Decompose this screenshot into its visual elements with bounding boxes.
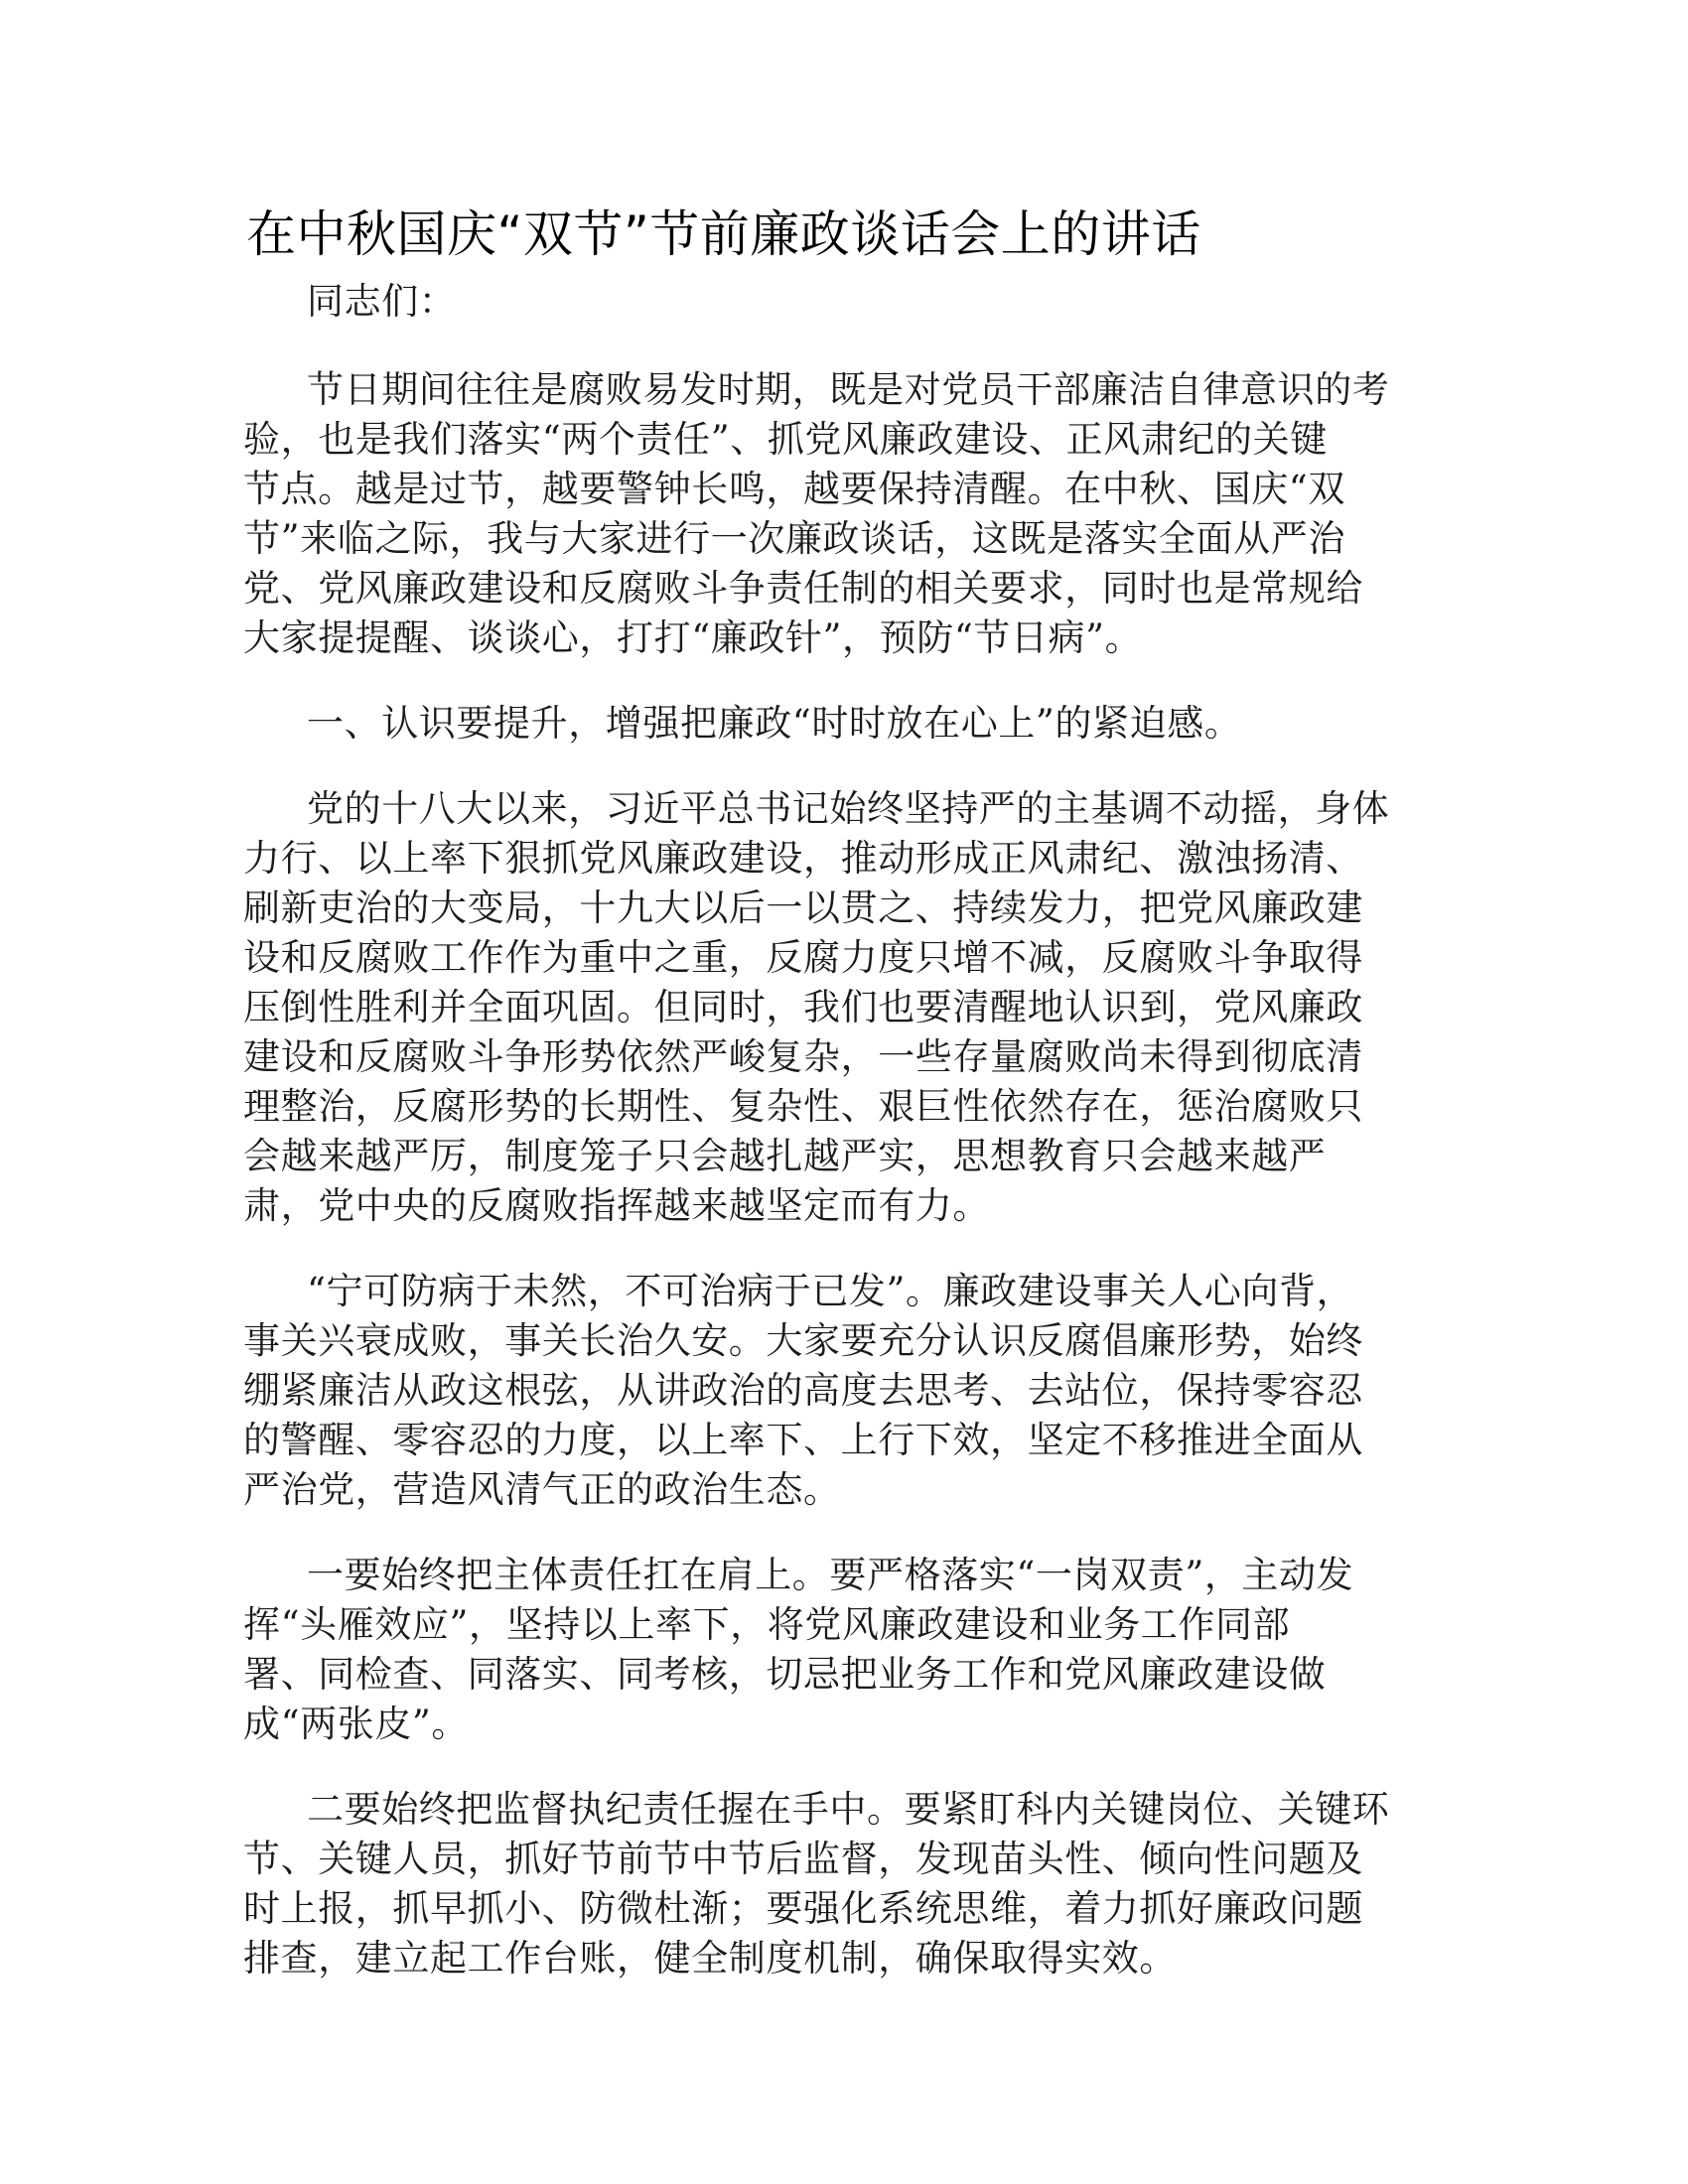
salutation: 同志们： xyxy=(307,280,457,323)
paragraph-line: 二要始终把监督执纪责任握在手中。要紧盯科内关键岗位、关键环 xyxy=(307,1788,1390,1831)
paragraph-line: 事关兴衰成败，事关长治久安。大家要充分认识反腐倡廉形势，始终 xyxy=(243,1319,1363,1362)
paragraph-line: “宁可防病于未然，不可治病于已发”。廉政建设事关人心向背， xyxy=(307,1270,1354,1312)
paragraph-line: 成“两张皮”。 xyxy=(243,1703,470,1745)
paragraph-line: 建设和反腐败斗争形势依然严峻复杂，一些存量腐败尚未得到彻底清 xyxy=(243,1035,1363,1078)
paragraph-line: 党、党风廉政建设和反腐败斗争责任制的相关要求，同时也是常规给 xyxy=(243,567,1363,610)
paragraph-line: 严治党，营造风清气正的政治生态。 xyxy=(243,1468,841,1511)
paragraph-line: 的警醒、零容忍的力度，以上率下、上行下效，坚定不移推进全面从 xyxy=(243,1419,1363,1461)
paragraph-line: 党的十八大以来，习近平总书记始终坚持严的主基调不动摇，身体 xyxy=(307,787,1390,830)
paragraph-line: 时上报，抓早抓小、防微杜渐；要强化系统思维，着力抓好廉政问题 xyxy=(243,1887,1363,1930)
paragraph-line: 刷新吏治的大变局，十九大以后一以贯之、持续发力，把党风廉政建 xyxy=(243,887,1363,929)
paragraph-line: 理整治，反腐形势的长期性、复杂性、艰巨性依然存在，惩治腐败只 xyxy=(243,1085,1363,1128)
paragraph-line: 节”来临之际，我与大家进行一次廉政谈话，这既是落实全面从严治 xyxy=(243,517,1345,560)
paragraph-line: 肃，党中央的反腐败指挥越来越坚定而有力。 xyxy=(243,1184,990,1227)
paragraph-line: 节、关键人员，抓好节前节中节后监督，发现苗头性、倾向性问题及 xyxy=(243,1838,1363,1880)
paragraph-line: 排查，建立起工作台账，健全制度机制，确保取得实效。 xyxy=(243,1937,1177,1979)
paragraph-line: 节日期间往往是腐败易发时期，既是对党员干部廉洁自律意识的考 xyxy=(307,368,1390,411)
paragraph-line: 会越来越严厉，制度笼子只会越扎越严实，思想教育只会越来越严 xyxy=(243,1135,1327,1177)
paragraph-line: 大家提提醒、谈谈心，打打“廉政针”，预防“节日病”。 xyxy=(243,616,1143,659)
paragraph-line: 一要始终把主体责任扛在肩上。要严格落实“一岗双责”，主动发 xyxy=(307,1554,1354,1596)
document-title: 在中秋国庆“双节”节前廉政谈话会上的讲话 xyxy=(246,205,1201,263)
paragraph-line: 验，也是我们落实“两个责任”、抓党风廉政建设、正风肃纪的关键 xyxy=(243,418,1328,461)
paragraph-line: 设和反腐败工作作为重中之重，反腐力度只增不减，反腐败斗争取得 xyxy=(243,936,1363,979)
paragraph-line: 绷紧廉洁从政这根弦，从讲政治的高度去思考、去站位，保持零容忍 xyxy=(243,1369,1363,1412)
section-heading-1: 一、认识要提升，增强把廉政“时时放在心上”的紧迫感。 xyxy=(307,702,1242,745)
paragraph-line: 挥“头雁效应”，坚持以上率下，将党风廉政建设和业务工作同部 xyxy=(243,1603,1291,1646)
paragraph-line: 力行、以上率下狠抓党风廉政建设，推动形成正风肃纪、激浊扬清、 xyxy=(243,837,1363,880)
paragraph-line: 压倒性胜利并全面巩固。但同时，我们也要清醒地认识到，党风廉政 xyxy=(243,986,1363,1028)
paragraph-line: 署、同检查、同落实、同考核，切忌把业务工作和党风廉政建设做 xyxy=(243,1653,1327,1696)
paragraph-line: 节点。越是过节，越要警钟长鸣，越要保持清醒。在中秋、国庆“双 xyxy=(243,468,1345,510)
